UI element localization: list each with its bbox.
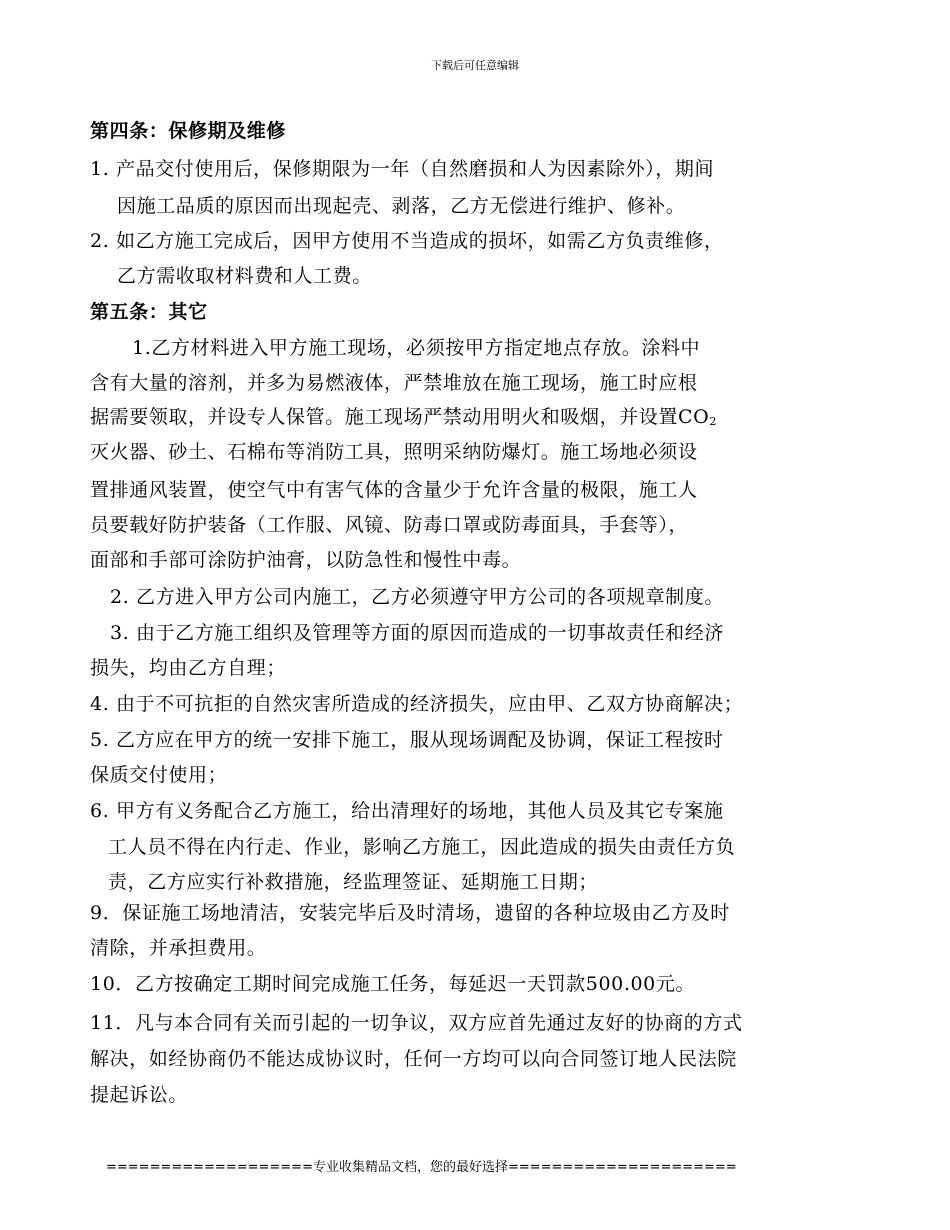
section-5-para-1-line-5: 置排通风装置，使空气中有害气体的含量少于允许含量的极限，施工人 <box>90 479 698 501</box>
section-5-item-11-line-1: 11．凡与本合同有关而引起的一切争议，双方应首先通过友好的协商的方式 <box>90 1012 743 1034</box>
section-5-para-1-line-3 <box>90 405 717 434</box>
section-4-item-1-line-2: 因施工品质的原因而出现起壳、剥落，乙方无偿进行维护、修补。 <box>117 195 686 217</box>
page-header: 下载后可任意编辑 <box>431 59 519 72</box>
section-5-item-11-line-2: 解决，如经协商仍不能达成协议时，任何一方均可以向合同签订地人民法院 <box>90 1048 737 1070</box>
section-4-item-2-line-1: 2. 如乙方施工完成后，因甲方使用不当造成的损坏，如需乙方负责维修， <box>90 230 724 252</box>
section-4-item-2-line-2: 乙方需收取材料费和人工费。 <box>117 265 372 287</box>
section-5-item-9-line-2: 清除，并承担费用。 <box>90 937 267 959</box>
section-5-item-5-line-1: 5. 乙方应在甲方的统一安排下施工，服从现场调配及协调，保证工程按时 <box>90 729 724 751</box>
section-5-item-2: 2. 乙方进入甲方公司内施工，乙方必须遵守甲方公司的各项规章制度。 <box>110 586 724 608</box>
section-5-item-9-line-1: 9．保证施工场地清洁，安装完毕后及时清场，遗留的各种垃圾由乙方及时 <box>90 902 730 924</box>
section-4-item-1-line-1: 1. 产品交付使用后，保修期限为一年（自然磨损和人为因素除外），期间 <box>90 158 715 180</box>
section-5-para-1-line-6: 员要载好防护装备（工作服、风镜、防毒口罩或防毒面具，手套等）， <box>90 514 689 536</box>
page-footer: ===================专业收集精品文档，您的最好选择===================== <box>106 1160 737 1175</box>
section-5-item-6-line-3: 责，乙方应实行补救措施，经监理签证、延期施工日期； <box>108 871 599 893</box>
section-5-item-6-line-1: 6. 甲方有义务配合乙方施工，给出清理好的场地，其他人员及其它专案施 <box>90 800 724 822</box>
section-5-para-1-line-3-text: 据需要领取，并设专人保管。施工现场严禁动用明火和吸烟，并设置CO <box>90 406 710 428</box>
section-5-para-1-line-2: 含有大量的溶剂，并多为易燃液体，严禁堆放在施工现场，施工时应根 <box>90 372 698 394</box>
section-5-item-3-line-2: 损失，均由乙方自理； <box>90 657 287 679</box>
section-5-heading: 第五条：其它 <box>90 301 208 323</box>
section-5-item-10: 10．乙方按确定工期时间完成施工任务，每延迟一天罚款500.00元。 <box>90 973 696 995</box>
section-5-item-3-line-1: 3. 由于乙方施工组织及管理等方面的原因而造成的一切事故责任和经济 <box>110 622 724 644</box>
section-4-heading: 第四条：保修期及维修 <box>90 120 287 142</box>
section-5-item-5-line-2: 保质交付使用； <box>90 764 228 786</box>
section-5-para-1-line-7: 面部和手部可涂防护油膏，以防急性和慢性中毒。 <box>90 549 522 571</box>
section-5-item-4: 4. 由于不可抗拒的自然灾害所造成的经济损失，应由甲、乙双方协商解决； <box>90 693 744 715</box>
section-5-item-6-line-2: 工人员不得在内行走、作业，影响乙方施工，因此造成的损失由责任方负 <box>108 836 736 858</box>
section-5-para-1-line-1: 1.乙方材料进入甲方施工现场，必须按甲方指定地点存放。涂料中 <box>132 337 701 359</box>
section-5-item-11-line-3: 提起诉讼。 <box>90 1084 189 1106</box>
co2-subscript: 2 <box>709 415 717 428</box>
section-5-para-1-line-4: 灭火器、砂土、石棉布等消防工具，照明采纳防爆灯。施工场地必须设 <box>90 441 698 463</box>
